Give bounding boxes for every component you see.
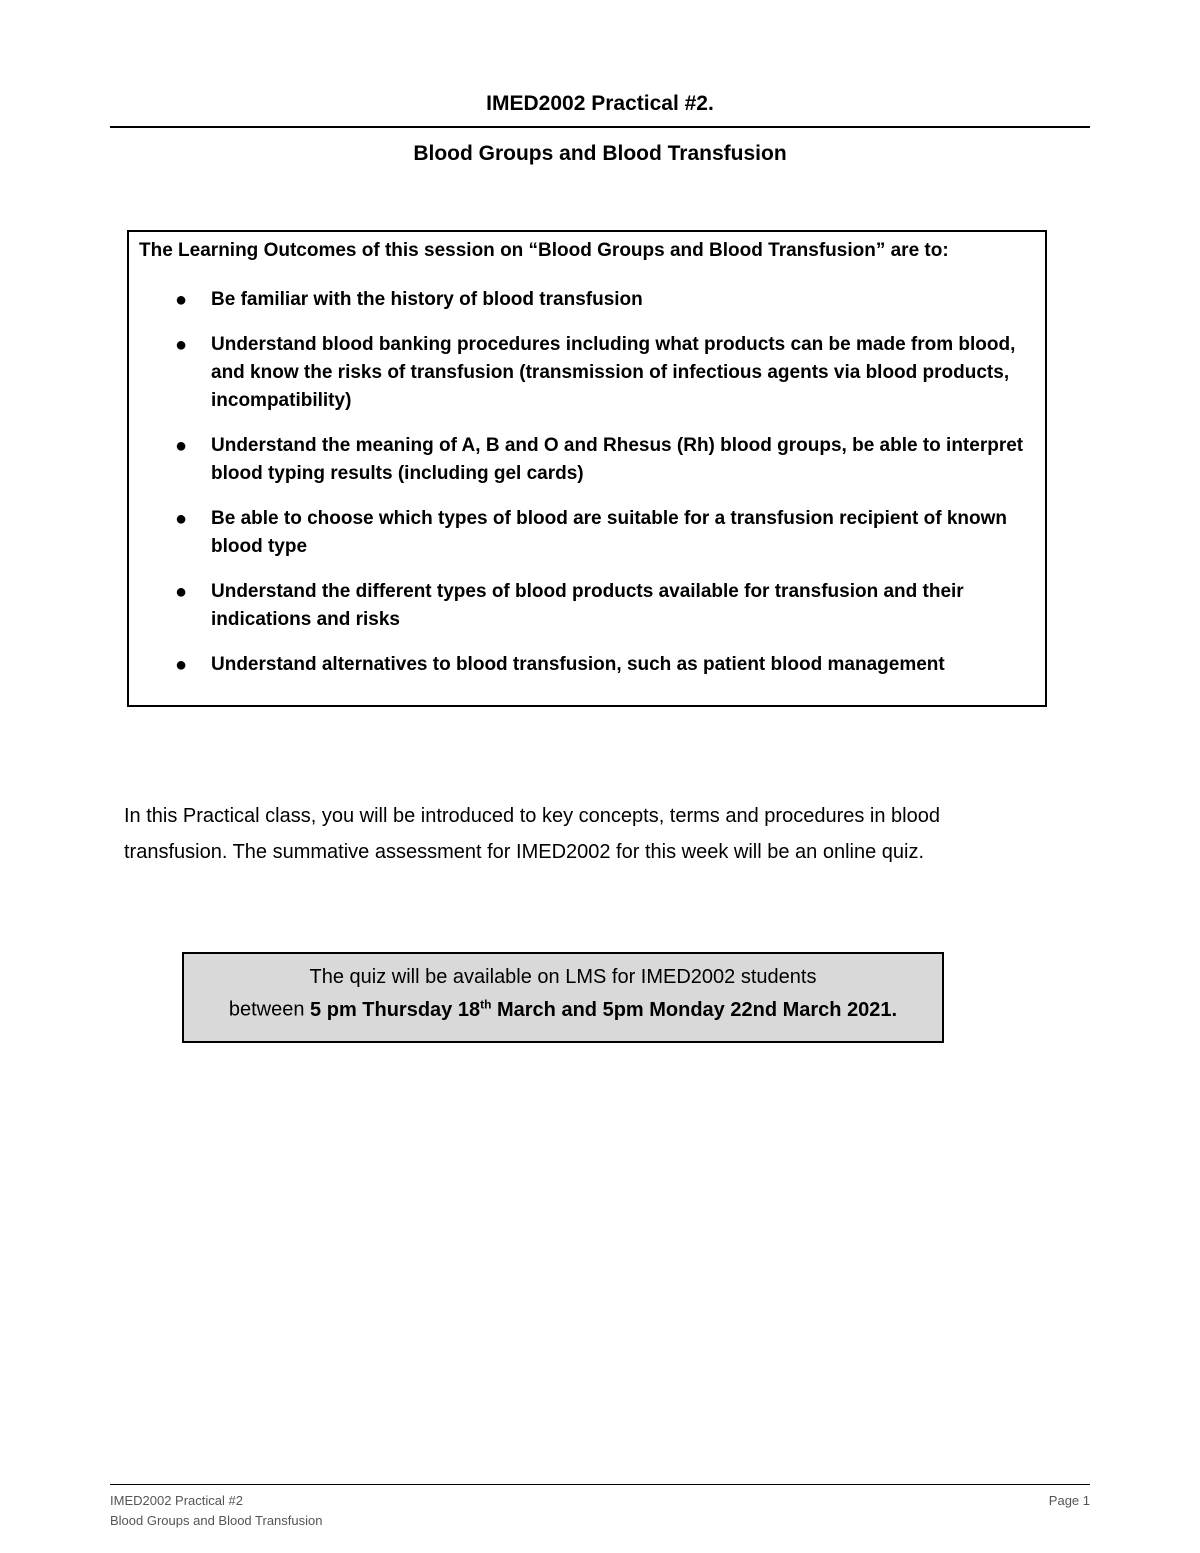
quiz-end-date: March and 5pm Monday 22nd March 2021. bbox=[491, 998, 898, 1021]
learning-outcomes-list bbox=[139, 286, 1035, 679]
learning-outcome-item bbox=[139, 432, 1035, 488]
learning-outcomes-intro: The Learning Outcomes of this session on “Blood Groups and Blood Transfusion” are to: bbox=[139, 240, 949, 261]
bullet-icon: ● bbox=[175, 333, 188, 356]
learning-outcome-text: Understand alternatives to blood transfusion, such as patient blood management bbox=[211, 653, 945, 675]
learning-outcome-text: Understand blood banking procedures including what products can be made from blood, and know the risks of transfusion (transmission of infectious agents via blood products, incompatibility) bbox=[211, 333, 1016, 411]
quiz-notice-line1: The quiz will be available on LMS for IMED2002 students bbox=[309, 966, 817, 988]
page-header bbox=[110, 92, 1090, 166]
learning-outcome-item bbox=[139, 286, 1035, 314]
learning-outcomes-box bbox=[127, 230, 1047, 707]
learning-outcome-text: Be familiar with the history of blood transfusion bbox=[211, 288, 643, 310]
quiz-dates bbox=[310, 999, 897, 1021]
learning-outcome-item bbox=[139, 505, 1035, 561]
intro-paragraph: In this Practical class, you will be introduced to key concepts, terms and procedures in blood transfusion. The summative assessment for IMED2002 for this week will be an online quiz. bbox=[124, 805, 940, 863]
footer-topic-label: Blood Groups and Blood Transfusion bbox=[110, 1513, 323, 1528]
learning-outcome-text: Be able to choose which types of blood are suitable for a transfusion recipient of known blood type bbox=[211, 507, 1008, 557]
learning-outcome-item bbox=[139, 578, 1035, 634]
page-footer bbox=[110, 1484, 1090, 1531]
bullet-icon: ● bbox=[175, 507, 188, 530]
quiz-start-date: 5 pm Thursday 18 bbox=[310, 998, 481, 1021]
footer-row bbox=[110, 1491, 1090, 1511]
bullet-icon: ● bbox=[175, 653, 188, 676]
footer-page-number: Page 1 bbox=[1048, 1493, 1090, 1508]
learning-outcome-item bbox=[139, 651, 1035, 679]
document-title: IMED2002 Practical #2. bbox=[110, 92, 1090, 128]
bullet-icon: ● bbox=[175, 580, 188, 603]
footer-row bbox=[110, 1511, 1090, 1531]
quiz-date-ordinal: th bbox=[480, 997, 492, 1011]
quiz-line2-prefix: between bbox=[228, 998, 311, 1021]
quiz-notice-box bbox=[182, 952, 944, 1043]
bullet-icon: ● bbox=[175, 434, 188, 457]
learning-outcome-item bbox=[139, 331, 1035, 415]
bullet-icon: ● bbox=[175, 288, 188, 311]
learning-outcome-text: Understand the meaning of A, B and O and Rhesus (Rh) blood groups, be able to interpret blood typing results (including gel cards) bbox=[211, 434, 1024, 484]
document-subtitle: Blood Groups and Blood Transfusion bbox=[413, 142, 787, 165]
footer-course-label: IMED2002 Practical #2 bbox=[110, 1493, 243, 1508]
quiz-notice-line2 bbox=[184, 997, 942, 1022]
learning-outcome-text: Understand the different types of blood products available for transfusion and their indications and risks bbox=[211, 580, 964, 630]
